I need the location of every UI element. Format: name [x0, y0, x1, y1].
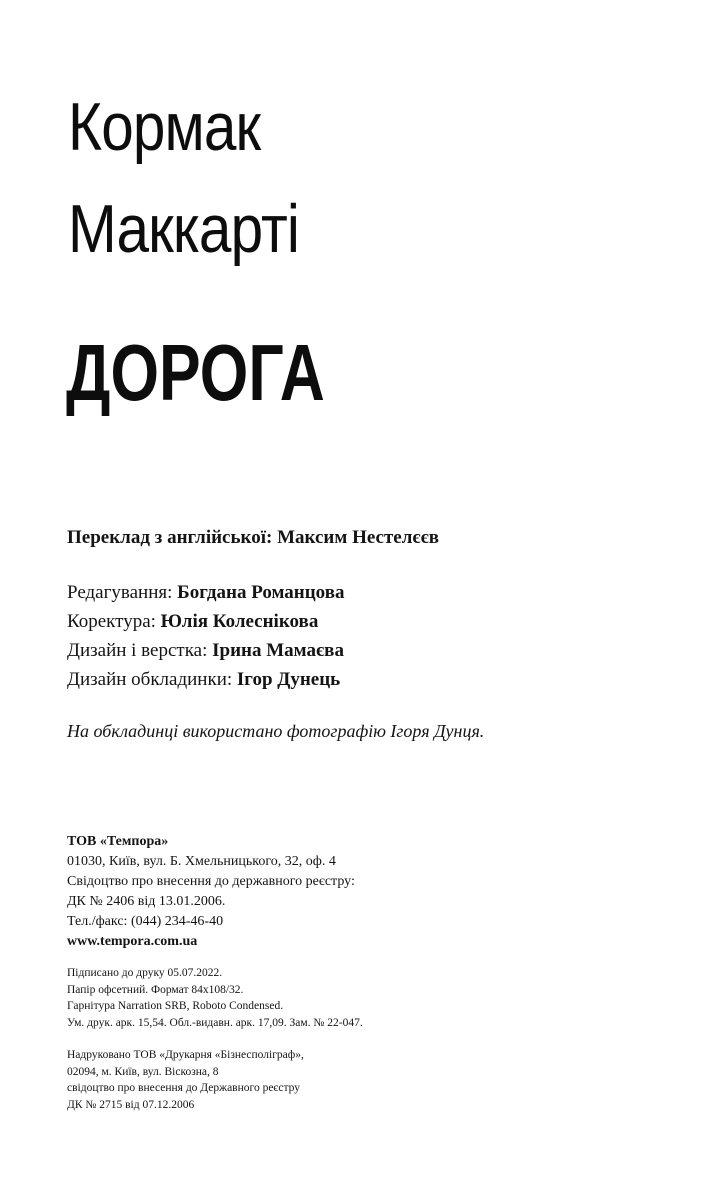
book-title: ДОРОГА — [66, 328, 325, 417]
publisher-address: 01030, Київ, вул. Б. Хмельницького, 32, оф. 4 — [67, 854, 336, 869]
author-first-name: Кормак — [68, 89, 261, 165]
credit-proofreading — [67, 611, 344, 640]
printer-registry-number: ДК № 2715 від 07.12.2006 — [67, 1098, 195, 1111]
credit-cover-design — [67, 669, 344, 698]
credit-role: Коректура: — [67, 611, 161, 632]
printing-signed-date: Підписано до друку 05.07.2022. — [67, 967, 223, 979]
publisher-website: www.tempora.com.ua — [67, 934, 198, 949]
translator-line: Переклад з англійської: Максим Нестелєєв — [67, 527, 440, 548]
printer-block — [67, 1047, 304, 1113]
publisher-block — [67, 832, 355, 952]
publisher-registry-number: ДК № 2406 від 13.01.2006. — [67, 894, 226, 909]
printing-typefaces: Гарнітура Narration SRB, Roboto Condensed. — [67, 1000, 284, 1012]
printing-sheets-order: Ум. друк. арк. 15,54. Обл.-видавн. арк. 17,09. Зам. № 22-047. — [67, 1016, 363, 1029]
credit-editing — [67, 582, 344, 611]
credits-list — [67, 582, 344, 698]
credit-name: Богдана Романцова — [177, 582, 345, 603]
credit-name: Юлія Колеснікова — [160, 611, 319, 632]
credit-name: Ірина Мамаєва — [212, 640, 344, 661]
author-last-name: Маккарті — [68, 191, 300, 267]
credit-role: Дизайн і верстка: — [67, 640, 213, 661]
publisher-name: ТОВ «Темпора» — [67, 834, 169, 849]
printing-details — [67, 965, 363, 1031]
credit-layout — [67, 640, 344, 669]
printer-address: 02094, м. Київ, вул. Віскозна, 8 — [67, 1065, 219, 1078]
cover-photo-note: На обкладинці використано фотографію Ігоря Дунця. — [67, 721, 485, 741]
publisher-registry: Свідоцтво про внесення до державного реєстру: — [67, 874, 355, 889]
credit-role: Редагування: — [67, 582, 178, 603]
printer-name: Надруковано ТОВ «Друкарня «Бізнесполіграф», — [67, 1049, 304, 1061]
publisher-phone: Тел./факс: (044) 234-46-40 — [67, 914, 224, 929]
credit-name: Ігор Дунець — [236, 669, 341, 690]
printer-registry: свідоцтво про внесення до Державного реєстру — [67, 1082, 300, 1094]
credit-role: Дизайн обкладинки: — [67, 669, 237, 690]
printing-paper-format: Папір офсетний. Формат 84x108/32. — [67, 983, 244, 996]
